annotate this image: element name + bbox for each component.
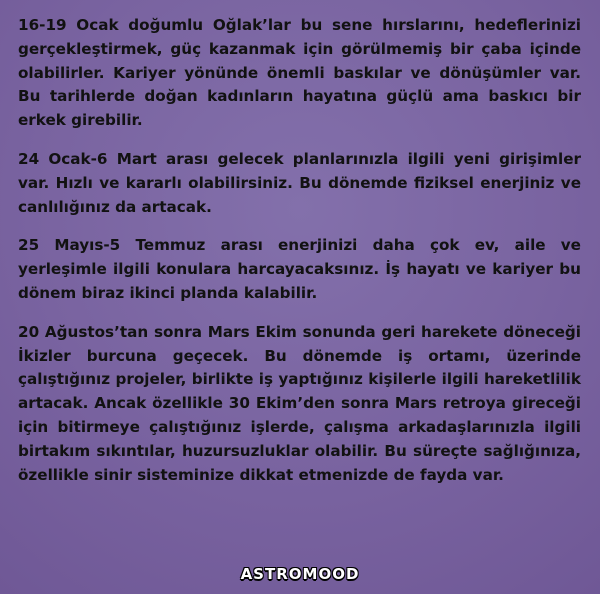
brand-logo (0, 565, 600, 584)
logo-text: ASTROMOOD (240, 565, 360, 583)
paragraph-2: 24 Ocak-6 Mart arası gelecek planlarınızla ilgili yeni girişimler var. Hızlı ve kararlı olabilirsiniz. Bu dönemde fiziksel enerjiniz ve canlılığınız da artacak. (18, 149, 581, 216)
paragraph-4: 20 Ağustos’tan sonra Mars Ekim sonunda geri harekete döneceği İkizler burcuna geçecek. Bu dönemde iş ortamı, üzerinde çalıştığınız projeler, birlikte iş yaptığınız kişilerle ilgili hareketlilik artacak. Ancak özellikle 30 Ekim’den sonra Mars retroya gireceği için bitirmeye çalıştığınız işlerde, çalışma arkadaşlarınızla ilgili birtakım sıkıntılar, huzursuzluklar olabilir. Bu süreçte sağlığınıza, özellikle sinir sisteminize dikkat etmenizde de fayda var. (18, 322, 581, 484)
paragraph-1: 16-19 Ocak doğumlu Oğlak’lar bu sene hırslarını, hedeflerinizi gerçekleştirmek, güç kazanmak için görülmemiş bir çaba içinde olabilirler. Kariyer yönünde önemli baskılar ve dönüşümler var. Bu tarihlerde doğan kadınların hayatına güçlü ama baskıcı bir erkek girebilir. (18, 16, 581, 130)
article-body (18, 14, 581, 487)
paragraph-3: 25 Mayıs-5 Temmuz arası enerjinizi daha çok ev, aile ve yerleşimle ilgili konulara harcayacaksınız. İş hayatı ve kariyer bu dönem biraz ikinci planda kalabilir. (18, 236, 581, 302)
